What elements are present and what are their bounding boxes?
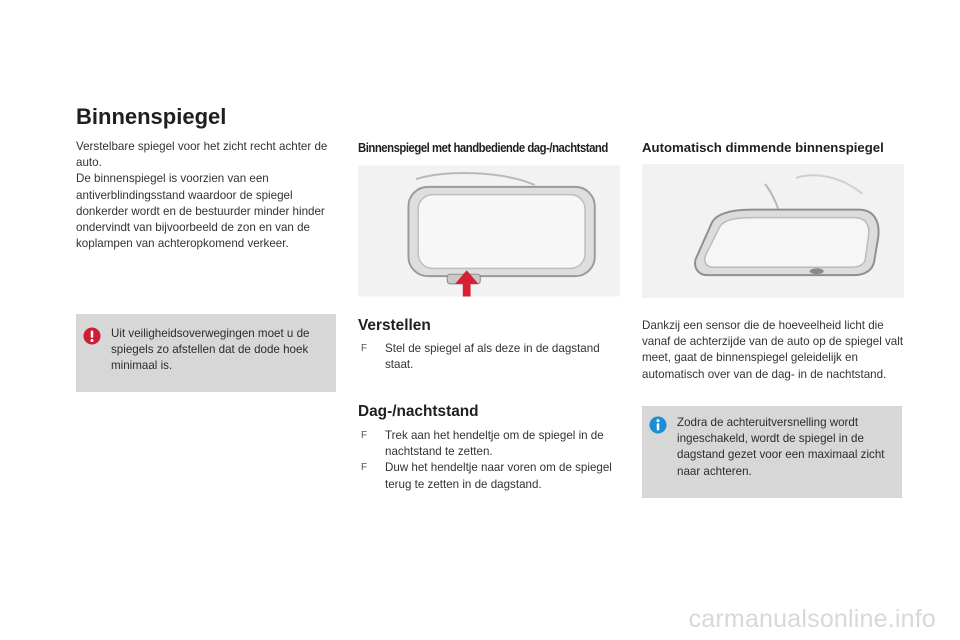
daynight-list — [361, 428, 619, 493]
warning-note — [76, 314, 336, 392]
page-title: Binnenspiegel — [76, 104, 227, 129]
adjust-title: Verstellen — [358, 317, 431, 334]
info-note — [642, 406, 902, 498]
watermark: carmanualsonline.info — [688, 605, 936, 633]
daynight-title: Dag-/nachtstand — [358, 403, 479, 420]
bullet-icon: F — [361, 430, 368, 441]
list-item-text: Stel de spiegel af als deze in de dagstand staat. — [385, 342, 600, 372]
auto-mirror-illustration — [642, 164, 904, 298]
list-item-text: Duw het hendeltje naar voren om de spiegel terug te zetten in de dagstand. — [385, 461, 612, 491]
info-icon — [649, 416, 667, 434]
list-item — [361, 460, 619, 492]
intro-text — [76, 139, 338, 252]
list-item-text: Trek aan het hendeltje om de spiegel in de nachtstand te zetten. — [385, 429, 604, 459]
info-note-text: Zodra de achteruitversnelling wordt ingeschakeld, wordt de spiegel in de dagstand gezet voor een maximaal zicht naar achteren. — [677, 416, 885, 478]
auto-mirror-description: Dankzij een sensor die de hoeveelheid licht die vanaf de achterzijde van de auto op de spiegel valt meet, gaat de binnenspiegel geleidelijk en automatisch over van de dag- in de nachtstand. — [642, 319, 904, 381]
bullet-icon: F — [361, 462, 368, 474]
adjust-list — [361, 341, 619, 373]
auto-mirror-title: Automatisch dimmende binnenspiegel — [642, 140, 884, 155]
warning-note-text: Uit veiligheidsoverwegingen moet u de spiegels zo afstellen dat de dode hoek minimaal is. — [111, 327, 310, 373]
warning-icon — [83, 327, 101, 345]
list-item — [361, 428, 619, 460]
bullet-icon: F — [361, 343, 368, 354]
intro-paragraph: De binnenspiegel is voorzien van een antiverblindingsstand waardoor de spiegel donkerder wordt en de bestuurder minder hinder ondervindt van bijvoorbeeld de zon en van de koplampen van achteropkomend verkeer. — [76, 172, 325, 251]
list-item — [361, 341, 619, 373]
manual-mirror-title: Binnenspiegel met handbediende dag-/nachtstand — [358, 140, 608, 155]
manual-mirror-illustration — [358, 164, 620, 298]
intro-paragraph: Verstelbare spiegel voor het zicht recht achter de auto. — [76, 140, 328, 170]
